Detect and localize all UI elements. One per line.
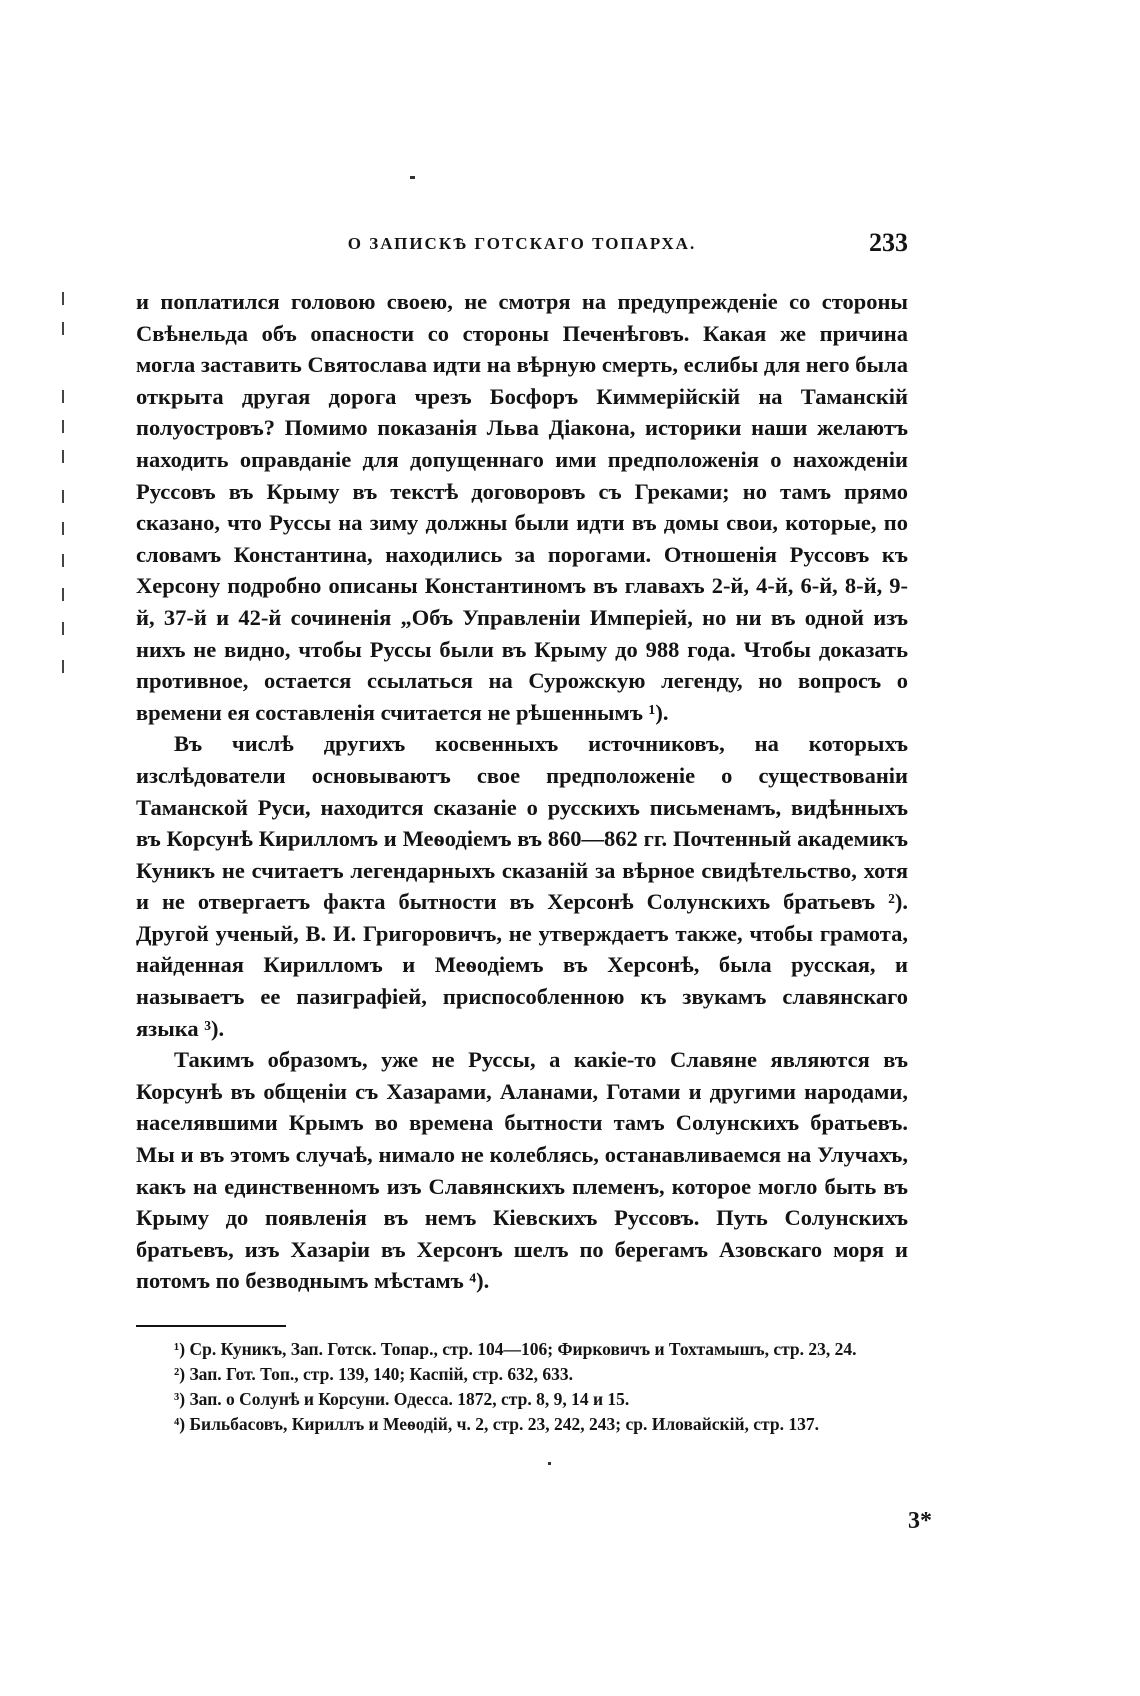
page-content xyxy=(136,228,908,1437)
paragraph: Въ числѣ другихъ косвенныхъ источниковъ, на которыхъ изслѣдователи основываютъ свое предположеніе о существованіи Таманской Руси, находится сказаніе о русскихъ письменамъ, видѣнныхъ въ Корсунѣ Кирилломъ и Меѳодіемъ въ 860—862 гг. Почтенный академикъ Куникъ не считаетъ легендарныхъ сказаній за вѣрное свидѣтельство, хотя и не отвергаетъ факта бытности въ Херсонѣ Солунскихъ братьевъ ²). Другой ученый, В. И. Григоровичъ, не утверждаетъ также, чтобы грамота, найденная Кирилломъ и Меѳодіемъ въ Херсонѣ, была русская, и называетъ ее пазиграфіей, приспособленною къ звукамъ славянскаго языка ³). xyxy=(136,731,908,1041)
footnote: ²) Зап. Гот. Топ., стр. 139, 140; Каспій, стр. 632, 633. xyxy=(174,1364,573,1384)
footnote-rule xyxy=(136,1325,286,1327)
margin-tick xyxy=(62,554,64,567)
paragraph-continued: и поплатился головою своею, не смотря на предупрежденіе со стороны Свѣнельда объ опасности со стороны Печенѣговъ. Какая же причина могла заставить Святослава идти на вѣрную смерть, еслибы для него была открыта другая дорога чрезъ Босфоръ Киммерійскій на Таманскій полуостровъ? Помимо показанія Льва Діакона, историки наши желаютъ находить оправданіе для допущеннаго ими предположенія о нахожденіи Руссовъ въ Крыму въ текстѣ договоровъ съ Греками; но тамъ прямо сказано, что Руссы на зиму должны были идти въ домы свои, которые, по словамъ Константина, находились за порогами. Отношенія Руссовъ къ Херсону подробно описаны Константиномъ въ главахъ 2-й, 4-й, 6-й, 8-й, 9-й, 37-й и 42-й сочиненія „Объ Управленіи Имперіей, но ни въ одной изъ нихъ не видно, чтобы Руссы были въ Крыму до 988 года. Чтобы доказать противное, остается ссылаться на Сурожскую легенду, но вопросъ о времени ея составленія считается не рѣшеннымъ ¹). xyxy=(136,289,908,725)
scan-speck xyxy=(410,176,415,179)
margin-tick xyxy=(62,490,64,503)
body-text xyxy=(136,286,908,1297)
running-title: О ЗАПИСКѢ ГОТСКАГО ТОПАРХА. xyxy=(347,234,697,253)
margin-tick xyxy=(62,390,64,403)
page-header xyxy=(136,228,908,268)
margin-tick xyxy=(62,450,64,463)
margin-tick xyxy=(62,420,64,433)
footnote: ⁴) Бильбасовъ, Кириллъ и Меѳодій, ч. 2, стр. 23, 242, 243; ср. Иловайскій, стр. 137. xyxy=(174,1414,819,1434)
margin-tick xyxy=(62,622,64,635)
footnotes xyxy=(136,1337,908,1437)
margin-tick xyxy=(62,588,64,601)
margin-tick xyxy=(62,660,64,673)
page-number: 233 xyxy=(869,228,908,257)
paragraph: Такимъ образомъ, уже не Руссы, а какіе-то Славяне являются въ Корсунѣ въ общеніи съ Хазарами, Аланами, Готами и другими народами, населявшими Крымъ во времена бытности тамъ Солунскихъ братьевъ. Мы и въ этомъ случаѣ, нимало не колеблясь, останавливаемся на Улучахъ, какъ на единственномъ изъ Славянскихъ племенъ, которое могло быть въ Крыму до появленія въ немъ Кіевскихъ Руссовъ. Путь Солунскихъ братьевъ, изъ Хазаріи въ Херсонъ шелъ по берегамъ Азовскаго моря и потомъ по безводнымъ мѣстамъ ⁴). xyxy=(136,1047,908,1294)
scan-speck xyxy=(548,1462,551,1465)
margin-tick xyxy=(62,522,64,535)
signature-mark: 3* xyxy=(908,1508,932,1534)
footnote: ³) Зап. о Солунѣ и Корсуни. Одесса. 1872, стр. 8, 9, 14 и 15. xyxy=(174,1389,630,1409)
margin-tick xyxy=(62,292,64,305)
footnote: ¹) Ср. Куникъ, Зап. Готск. Топар., стр. 104—106; Фирковичъ и Тохтамышъ, стр. 23, 24. xyxy=(174,1339,857,1359)
margin-tick xyxy=(62,322,64,335)
